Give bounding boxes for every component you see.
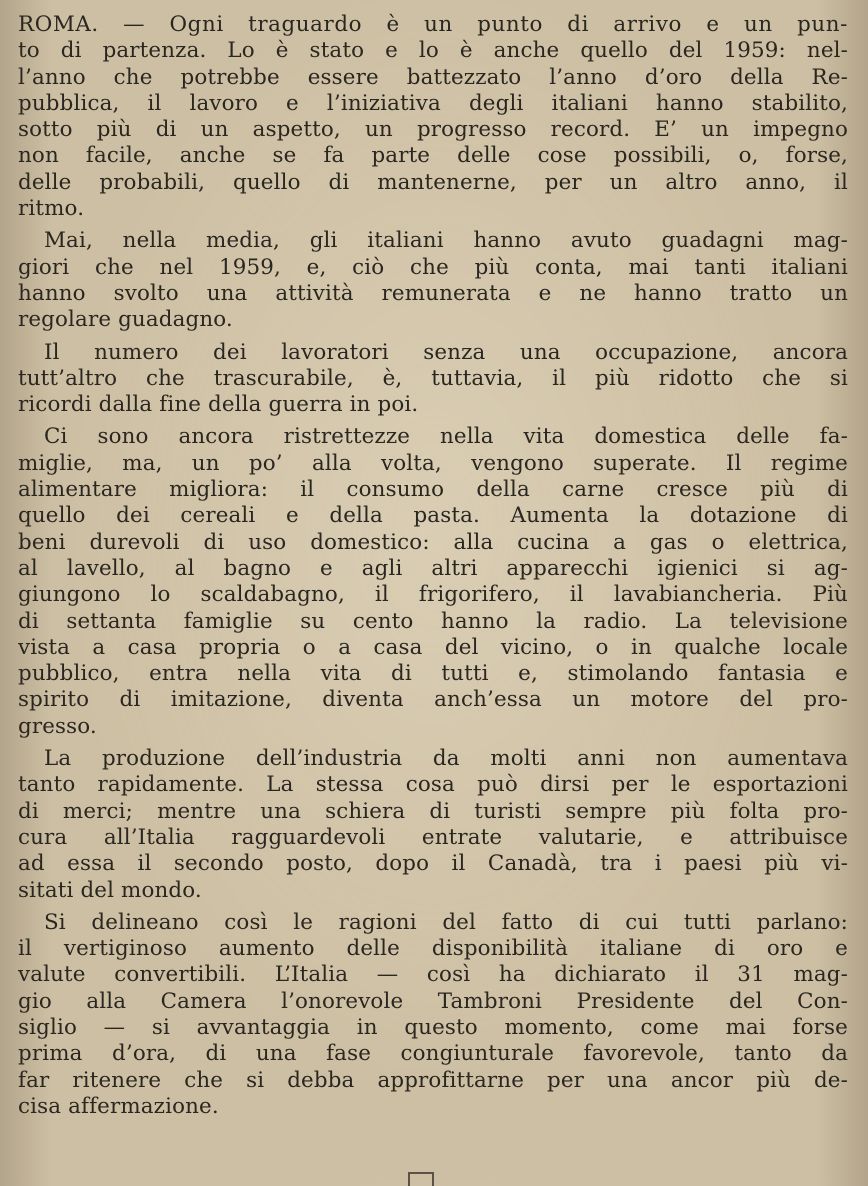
text-line: pubblica, il lavoro e l’iniziativa degli italiani hanno stabilito,	[18, 90, 848, 116]
text-line: ricordi dalla fine della guerra in poi.	[18, 392, 419, 418]
text-line: alimentare migliora: il consumo della carne cresce più di	[18, 477, 848, 503]
text-line: gio alla Camera l’onorevole Tambroni Presidente del Con-	[18, 988, 848, 1014]
paragraph-3	[18, 340, 848, 419]
text-line: far ritenere che si debba approfittarne per una ancor più de-	[18, 1067, 848, 1093]
text-line: gresso.	[18, 713, 97, 739]
text-line: pubblico, entra nella vita di tutti e, stimolando fantasia e	[18, 661, 848, 687]
text-line: miglie, ma, un po’ alla volta, vengono superate. Il regime	[18, 450, 848, 476]
text-line: prima d’ora, di una fase congiunturale favorevole, tanto da	[18, 1041, 848, 1067]
text-line: sotto più di un aspetto, un progresso record. E’ un impegno	[18, 117, 848, 143]
text-line: valute convertibili. L’Italia — così ha dichiarato il 31 mag-	[18, 962, 848, 988]
text-line: non facile, anche se fa parte delle cose possibili, o, forse,	[18, 143, 848, 169]
text-line: siglio — si avvantaggia in questo momento, come mai forse	[18, 1014, 848, 1040]
text-line: di merci; mentre una schiera di turisti sempre più folta pro-	[18, 798, 848, 824]
paragraph-1	[18, 12, 848, 222]
text-line: La produzione dell’industria da molti anni non aumentava	[44, 746, 848, 772]
text-line: di settanta famiglie su cento hanno la radio. La televisione	[18, 608, 848, 634]
paragraph-4	[18, 424, 848, 740]
text-line: regolare guadagno.	[18, 307, 233, 333]
text-line: tanto rapidamente. La stessa cosa può dirsi per le esportazioni	[18, 772, 848, 798]
paragraph-2	[18, 228, 848, 333]
text-line: cura all’Italia ragguardevoli entrate valutarie, e attribuisce	[18, 824, 848, 850]
text-line: ritmo.	[18, 196, 85, 222]
text-line: to di partenza. Lo è stato e lo è anche quello del 1959: nel-	[18, 38, 848, 64]
text-line: Ci sono ancora ristrettezze nella vita domestica delle fa-	[44, 424, 848, 450]
text-line: giungono lo scaldabagno, il frigorifero, il lavabiancheria. Più	[18, 582, 848, 608]
article-page	[18, 12, 848, 1182]
text-line: Si delineano così le ragioni del fatto di cui tutti parlano:	[44, 909, 848, 935]
text-line: al lavello, al bagno e agli altri apparecchi igienici si ag-	[18, 555, 848, 581]
text-line: ad essa il secondo posto, dopo il Canadà, tra i paesi più vi-	[18, 851, 848, 877]
text-line: vista a casa propria o a casa del vicino, o in qualche locale	[18, 634, 848, 660]
text-line: beni durevoli di uso domestico: alla cucina a gas o elettrica,	[18, 529, 848, 555]
text-line: cisa affermazione.	[18, 1093, 219, 1119]
paragraph-5	[18, 746, 848, 904]
page-fold-mark	[408, 1172, 434, 1186]
text-line: giori che nel 1959, e, ciò che più conta, mai tanti italiani	[18, 254, 848, 280]
text-line: Mai, nella media, gli italiani hanno avuto guadagni mag-	[44, 228, 848, 254]
text-line: sitati del mondo.	[18, 877, 202, 903]
text-line: Il numero dei lavoratori senza una occupazione, ancora	[44, 339, 848, 365]
text-line: quello dei cereali e della pasta. Aumenta la dotazione di	[18, 503, 848, 529]
paragraph-6	[18, 910, 848, 1120]
text-line: ROMA. — Ogni traguardo è un punto di arrivo e un pun-	[18, 12, 848, 37]
text-line: delle probabili, quello di mantenerne, per un altro anno, il	[18, 169, 848, 195]
text-line: hanno svolto una attività remunerata e ne hanno tratto un	[18, 280, 848, 306]
text-line: tutt’altro che trascurabile, è, tuttavia, il più ridotto che si	[18, 365, 848, 391]
text-line: l’anno che potrebbe essere battezzato l’anno d’oro della Re-	[18, 64, 848, 90]
text-line: spirito di imitazione, diventa anch’essa un motore del pro-	[18, 687, 848, 713]
text-line: il vertiginoso aumento delle disponibilità italiane di oro e	[18, 936, 848, 962]
